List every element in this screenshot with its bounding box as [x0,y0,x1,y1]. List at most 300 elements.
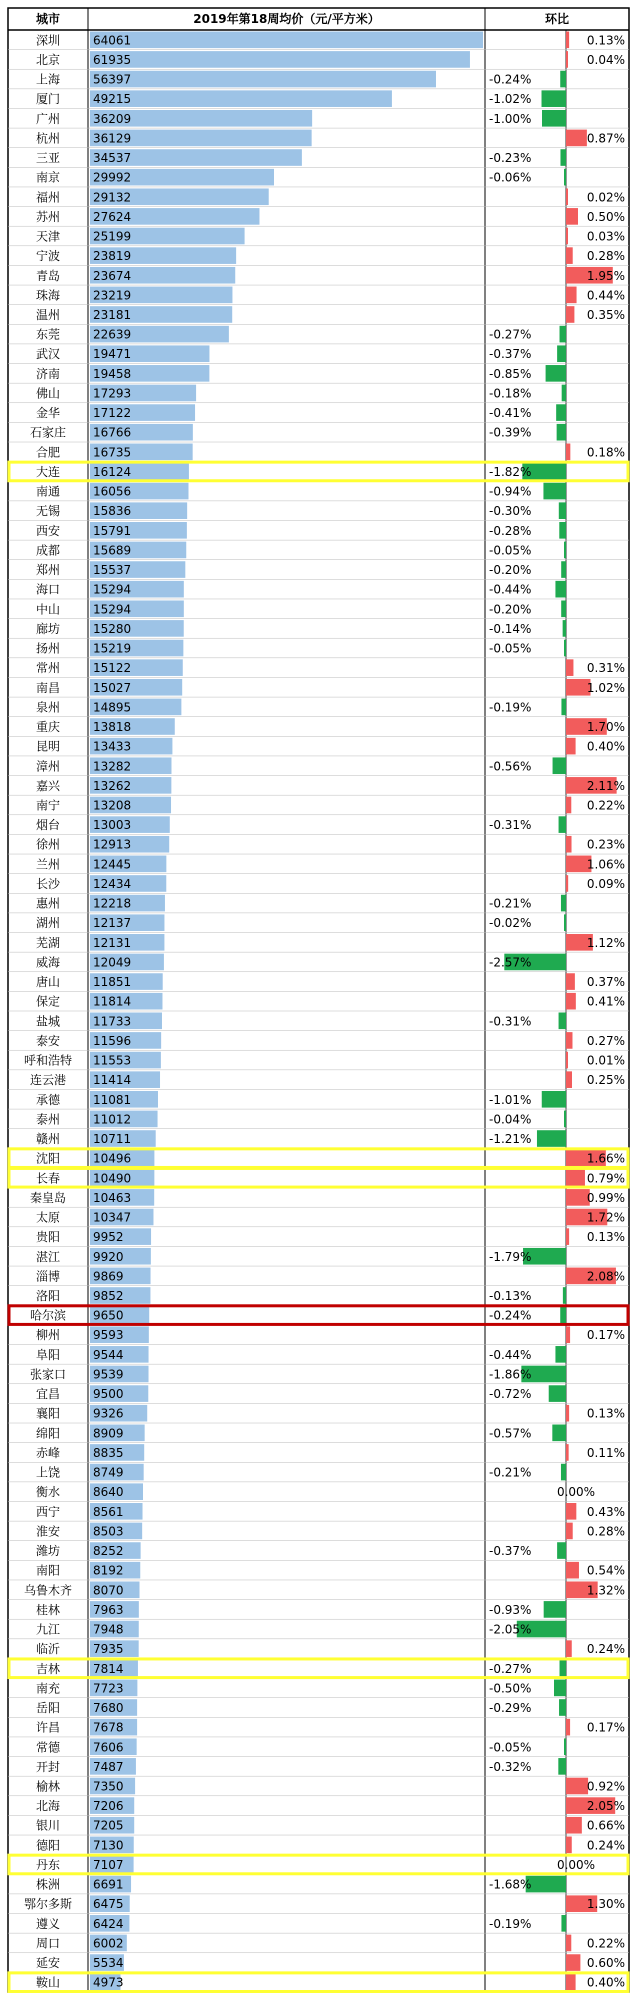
change-bar [566,1837,572,1854]
city-label: 淮安 [35,1524,61,1539]
change-bar [566,1071,572,1088]
price-label: 9650 [93,1308,124,1323]
change-bar [557,1542,566,1559]
change-label: 1.02% [586,680,625,695]
city-label: 徐州 [35,837,61,852]
city-label: 无锡 [35,504,61,519]
city-label: 太原 [35,1210,61,1225]
change-label: -0.31% [489,1014,532,1029]
price-label: 11851 [93,975,132,990]
city-label: 湛江 [35,1249,61,1264]
change-bar [566,1778,588,1795]
price-label: 5534 [93,1956,124,1971]
city-label: 乌鲁木齐 [23,1583,73,1598]
city-label: 淄博 [35,1269,61,1284]
price-label: 12913 [93,837,132,852]
city-label: 西安 [35,523,61,538]
change-label: 1.70% [586,720,625,735]
change-bar [546,365,566,382]
change-label: -0.56% [489,759,532,774]
city-label: 深圳 [35,33,61,48]
price-label: 12131 [93,935,132,950]
change-label: 1.12% [586,935,625,950]
change-label: 0.35% [586,307,625,322]
change-bar [560,71,566,88]
price-label: 10490 [93,1171,132,1186]
price-label: 13282 [93,759,132,774]
change-label: 0.11% [586,1445,625,1460]
city-label: 柳州 [35,1328,61,1343]
city-label: 漳州 [35,759,61,774]
change-label: -0.30% [489,504,532,519]
city-label: 常德 [35,1740,61,1755]
city-label: 泉州 [35,700,61,715]
change-bar [566,228,568,245]
city-label: 襄阳 [35,1406,61,1421]
price-label: 15791 [93,523,132,538]
change-label: -0.94% [489,484,532,499]
change-label: -0.20% [489,602,532,617]
city-label: 泰州 [35,1112,61,1127]
city-label: 哈尔滨 [29,1308,67,1323]
price-label: 27624 [93,209,132,224]
change-bar [566,1935,571,1952]
price-label: 9544 [93,1347,124,1362]
city-label: 榆林 [35,1779,61,1794]
change-label: -0.28% [489,523,532,538]
city-label: 遵义 [35,1916,61,1931]
price-label: 56397 [93,72,132,87]
price-label: 11081 [93,1092,132,1107]
change-bar [566,1444,569,1461]
change-label: -0.18% [489,386,532,401]
change-bar [561,600,566,617]
change-bar [555,581,566,598]
price-label: 11814 [93,994,132,1009]
change-bar [526,1876,566,1893]
change-label: -1.00% [489,111,532,126]
city-label: 赤峰 [35,1445,61,1460]
change-label: -0.31% [489,818,532,833]
price-label: 29992 [93,170,132,185]
price-label: 11414 [93,1073,132,1088]
change-label: -1.68% [489,1877,532,1892]
change-label: -1.01% [489,1092,532,1107]
change-bar [566,1052,568,1069]
price-label: 11012 [93,1112,132,1127]
price-label: 6691 [93,1877,124,1892]
price-label: 22639 [93,327,132,342]
change-bar [559,522,566,539]
change-bar [564,1111,566,1128]
change-bar [559,816,566,833]
price-label: 23219 [93,288,132,303]
change-bar [566,1169,585,1186]
price-label: 7723 [93,1681,124,1696]
change-label: -0.05% [489,641,532,656]
city-label: 中山 [35,602,61,617]
change-label: 0.02% [586,190,625,205]
change-bar [566,1719,570,1736]
city-label: 海口 [35,582,61,597]
city-label: 合肥 [35,445,61,460]
city-label: 张家口 [29,1367,67,1382]
header-city: 城市 [35,12,61,26]
city-label: 佛山 [35,386,61,401]
change-label: 1.95% [586,268,625,283]
price-label: 9326 [93,1406,124,1421]
price-label: 7680 [93,1701,124,1716]
price-bar [90,32,483,49]
change-label: -0.39% [489,425,532,440]
city-label: 青岛 [35,268,61,283]
price-label: 8070 [93,1583,124,1598]
price-label: 16056 [93,484,132,499]
change-bar [560,1660,566,1677]
price-label: 9952 [93,1230,124,1245]
change-label: -0.44% [489,582,532,597]
change-label: 2.08% [586,1269,625,1284]
change-label: -0.50% [489,1681,532,1696]
change-bar [564,640,566,657]
change-label: -1.79% [489,1249,532,1264]
change-bar [563,620,566,637]
change-label: 0.13% [586,1406,625,1421]
change-bar [561,699,566,716]
price-label: 16124 [93,464,132,479]
price-label: 64061 [93,33,132,48]
change-label: -1.86% [489,1367,532,1382]
city-label: 秦皇岛 [29,1190,67,1205]
city-label: 成都 [35,543,61,558]
change-bar [566,797,571,814]
change-bar [566,1523,573,1540]
city-label: 西宁 [35,1504,61,1519]
price-label: 8252 [93,1544,124,1559]
price-label: 19458 [93,366,132,381]
header-change: 环比 [544,12,570,26]
change-label: -0.23% [489,151,532,166]
change-label: 0.27% [586,1033,625,1048]
price-label: 34537 [93,151,132,166]
city-label: 鞍山 [35,1975,61,1990]
price-label: 9920 [93,1249,124,1264]
change-label: 0.24% [586,1838,625,1853]
change-bar [564,914,566,931]
change-bar [561,561,566,578]
price-label: 15294 [93,602,132,617]
change-bar [566,1974,576,1991]
city-label: 福州 [35,190,61,205]
city-label: 许昌 [35,1720,61,1735]
change-label: 0.13% [586,33,625,48]
city-label: 上饶 [35,1465,61,1480]
change-label: -0.24% [489,1308,532,1323]
change-label: 1.30% [586,1897,625,1912]
change-bar [549,1385,566,1402]
price-label: 7814 [93,1661,124,1676]
city-label: 德阳 [35,1838,61,1853]
change-bar [560,149,566,166]
change-label: -0.19% [489,1916,532,1931]
change-label: -0.05% [489,1740,532,1755]
city-label: 周口 [35,1936,61,1951]
city-label: 承德 [35,1092,61,1107]
change-bar [561,1464,566,1481]
city-label: 桂林 [35,1602,61,1617]
city-label: 天津 [35,229,61,244]
price-label: 23819 [93,249,132,264]
price-label: 9869 [93,1269,124,1284]
price-label: 8749 [93,1465,124,1480]
city-label: 保定 [35,994,61,1009]
city-label: 厦门 [35,92,61,107]
price-label: 10463 [93,1190,132,1205]
change-label: 0.00% [556,1857,596,1872]
price-label: 10711 [93,1132,132,1147]
city-label: 广州 [35,111,61,126]
price-label: 7130 [93,1838,124,1853]
city-label: 湖州 [35,916,61,931]
price-label: 29132 [93,190,132,205]
change-bar [566,51,568,68]
city-label: 南宁 [35,798,61,813]
city-label: 贵阳 [35,1230,61,1245]
change-bar [566,208,578,225]
city-label: 昆明 [35,739,61,754]
price-label: 7678 [93,1720,124,1735]
city-label: 扬州 [35,641,61,656]
change-label: -2.05% [489,1622,532,1637]
change-label: -0.21% [489,1465,532,1480]
city-label: 延安 [35,1956,61,1971]
change-bar [561,1915,566,1932]
city-label: 兰州 [35,857,61,872]
city-label: 鄂尔多斯 [23,1897,73,1912]
change-bar [557,345,566,362]
city-label: 宁波 [35,249,61,264]
city-label: 金华 [35,406,61,421]
change-bar [566,659,573,676]
price-label: 13433 [93,739,132,754]
change-label: 0.28% [586,249,625,264]
change-label: -0.93% [489,1602,532,1617]
change-label: -0.44% [489,1347,532,1362]
change-bar [559,1699,566,1716]
change-label: 1.66% [586,1151,625,1166]
change-bar [560,1307,566,1324]
change-label: 0.31% [586,661,625,676]
change-bar [542,110,566,127]
change-label: -0.06% [489,170,532,185]
change-label: -1.82% [489,464,532,479]
change-label: -0.57% [489,1426,532,1441]
change-label: -0.05% [489,543,532,558]
change-label: -2.57% [489,955,532,970]
price-bar [90,90,392,107]
city-label: 潍坊 [35,1544,61,1559]
change-label: 0.50% [586,209,625,224]
city-label: 廊坊 [35,621,61,636]
price-label: 19471 [93,347,132,362]
change-bar [566,1562,579,1579]
change-label: -0.37% [489,347,532,362]
price-label: 13208 [93,798,132,813]
price-label: 9500 [93,1387,124,1402]
change-label: 0.43% [586,1504,625,1519]
change-label: 0.37% [586,975,625,990]
price-bar [90,51,470,68]
change-label: -0.37% [489,1544,532,1559]
city-label: 长春 [35,1171,61,1186]
change-label: 0.13% [586,1230,625,1245]
city-label: 北京 [35,52,61,67]
change-label: 0.25% [586,1073,625,1088]
price-label: 7206 [93,1799,124,1814]
change-label: -0.13% [489,1288,532,1303]
price-label: 6424 [93,1916,124,1931]
change-bar [562,385,566,402]
price-label: 7107 [93,1857,124,1872]
change-label: -0.20% [489,563,532,578]
change-label: 0.41% [586,994,625,1009]
price-label: 9852 [93,1288,124,1303]
change-bar [564,169,566,186]
change-bar [544,1601,566,1618]
change-label: 0.01% [586,1053,625,1068]
change-label: 0.44% [586,288,625,303]
change-label: 0.24% [586,1642,625,1657]
city-label: 三亚 [35,151,61,166]
price-label: 23674 [93,268,132,283]
change-bar [566,306,574,323]
price-label: 15836 [93,504,132,519]
change-label: -0.02% [489,916,532,931]
change-label: 0.28% [586,1524,625,1539]
city-label: 重庆 [35,720,61,735]
price-label: 6475 [93,1897,124,1912]
change-bar [566,973,575,990]
change-label: -0.04% [489,1112,532,1127]
city-label: 吉林 [35,1661,61,1676]
change-label: 1.06% [586,857,625,872]
price-label: 14895 [93,700,132,715]
price-label: 61935 [93,52,132,67]
city-label: 芜湖 [35,935,61,950]
city-label: 唐山 [35,975,61,990]
city-label: 武汉 [35,347,61,362]
price-label: 13003 [93,818,132,833]
change-label: 0.09% [586,876,625,891]
price-label: 4973 [93,1975,124,1990]
price-label: 9593 [93,1328,124,1343]
price-label: 12445 [93,857,132,872]
change-bar [566,287,577,304]
city-label: 大连 [35,464,61,479]
change-bar [566,1405,569,1422]
price-label: 13262 [93,778,132,793]
change-label: 0.60% [586,1956,625,1971]
change-label: -0.41% [489,406,532,421]
change-bar [566,188,568,205]
change-label: 0.03% [586,229,625,244]
city-label: 上海 [35,72,61,87]
city-label: 盐城 [35,1014,61,1029]
change-label: 0.17% [586,1720,625,1735]
price-label: 11553 [93,1053,132,1068]
price-label: 49215 [93,92,132,107]
price-label: 13818 [93,720,132,735]
city-label: 衡水 [35,1485,61,1500]
price-label: 12049 [93,955,132,970]
price-label: 8835 [93,1445,124,1460]
change-bar [542,1091,566,1108]
change-label: 0.79% [586,1171,625,1186]
price-bar [90,71,436,88]
change-label: -0.27% [489,1661,532,1676]
change-bar [564,542,566,559]
change-bar [553,757,566,774]
city-label: 石家庄 [29,425,67,440]
city-label: 洛阳 [35,1288,61,1303]
change-label: 0.23% [586,837,625,852]
change-label: -0.29% [489,1701,532,1716]
city-label: 连云港 [29,1073,67,1088]
change-bar [566,1503,576,1520]
price-label: 11596 [93,1033,132,1048]
change-label: 0.17% [586,1328,625,1343]
city-label: 常州 [35,661,61,676]
price-label: 23181 [93,307,132,322]
city-label: 丹东 [35,1857,61,1872]
price-label: 15219 [93,641,132,656]
change-bar [542,90,566,107]
change-label: 1.32% [586,1583,625,1598]
price-label: 8503 [93,1524,124,1539]
price-label: 15294 [93,582,132,597]
city-label: 阜阳 [35,1347,61,1362]
price-label: 25199 [93,229,132,244]
city-label: 威海 [35,955,61,970]
change-label: 1.72% [586,1210,625,1225]
change-label: 0.22% [586,798,625,813]
change-bar [561,895,566,912]
change-bar [558,1758,566,1775]
change-bar [566,993,576,1010]
header-layer [36,11,569,26]
price-label: 7205 [93,1818,124,1833]
price-label: 7963 [93,1602,124,1617]
price-label: 15689 [93,543,132,558]
price-label: 7350 [93,1779,124,1794]
change-bar [552,1425,566,1442]
price-label: 11733 [93,1014,132,1029]
price-label: 12218 [93,896,132,911]
price-label: 16766 [93,425,132,440]
city-label: 珠海 [35,288,61,303]
city-label: 泰安 [35,1033,61,1048]
city-label: 赣州 [35,1132,61,1147]
change-label: -0.72% [489,1387,532,1402]
change-label: 0.54% [586,1563,625,1578]
city-label: 南昌 [35,680,61,695]
city-label: 南阳 [35,1563,61,1578]
price-label: 7606 [93,1740,124,1755]
city-label: 长沙 [35,876,61,891]
change-bar [566,32,569,49]
price-label: 9539 [93,1367,124,1382]
change-bar [554,1680,566,1697]
